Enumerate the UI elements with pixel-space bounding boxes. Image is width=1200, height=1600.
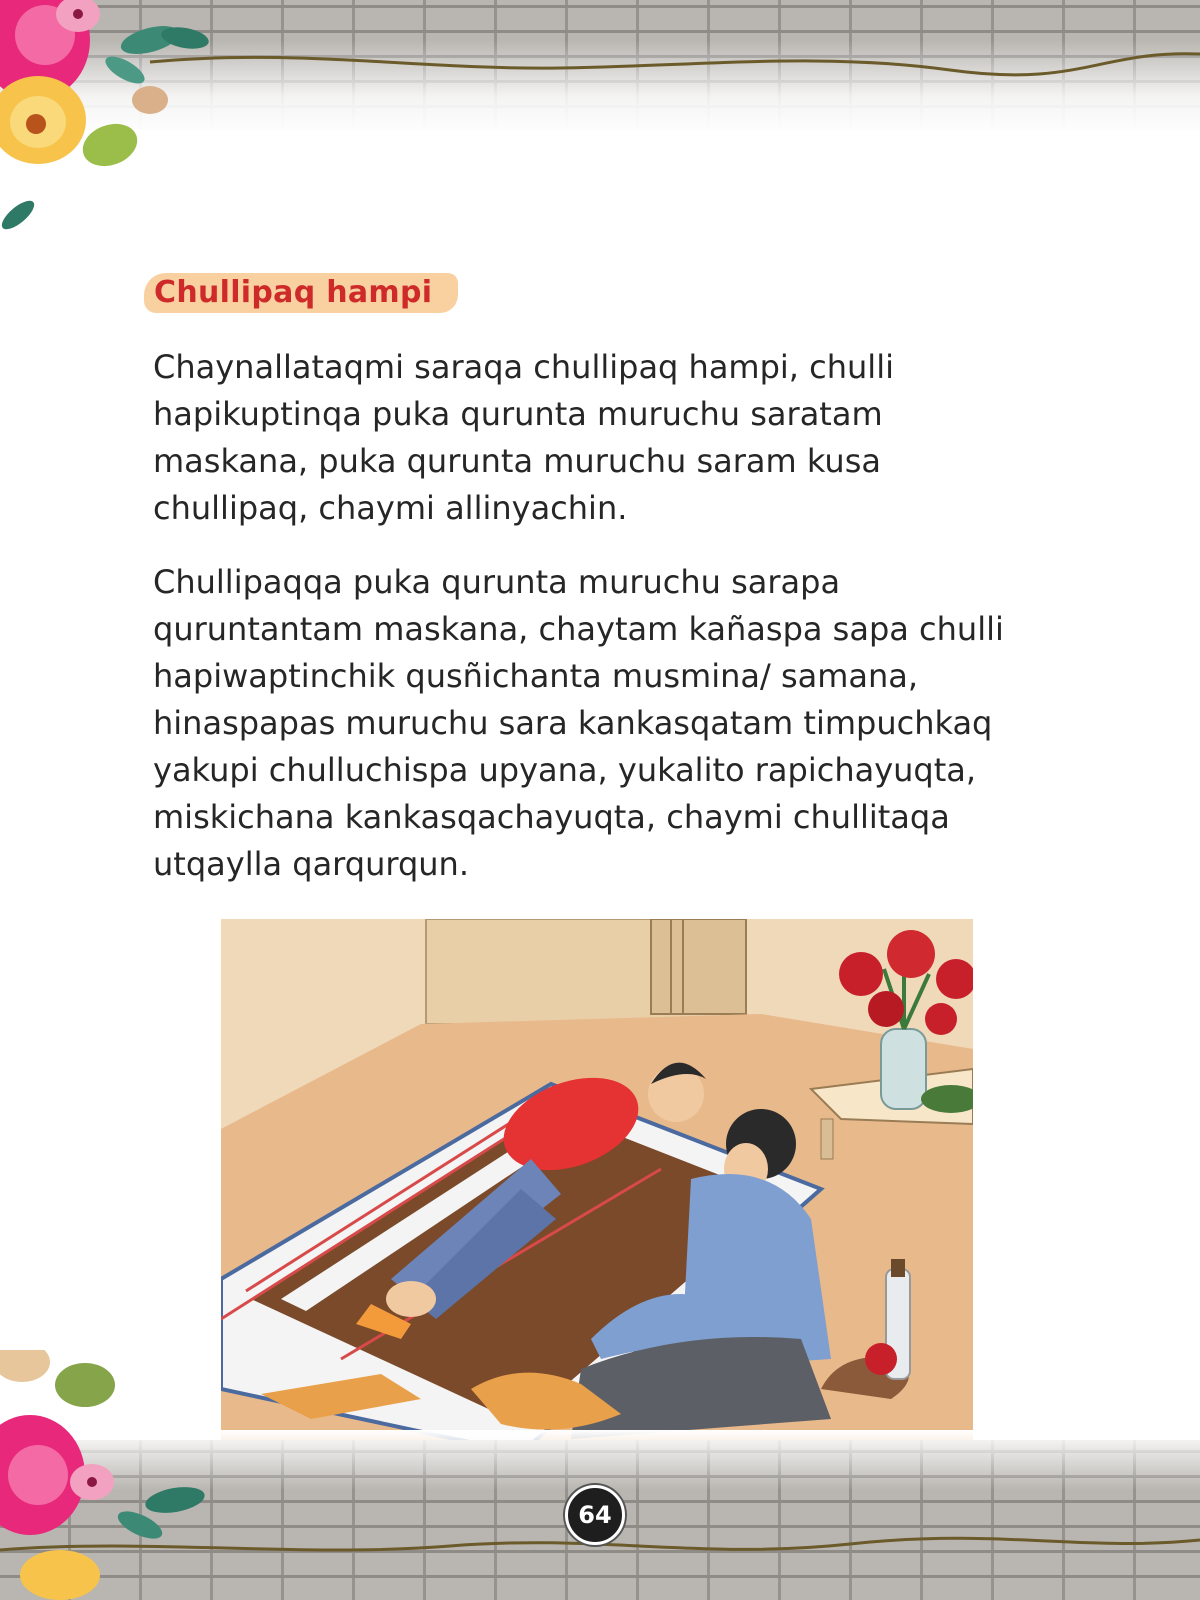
healing-ritual-illustration <box>221 919 973 1453</box>
flowers-top-left-icon <box>0 0 230 250</box>
section-heading-wrap <box>144 271 432 310</box>
paragraph-1: Chaynallataqmi saraqa chullipaq hampi, chulli hapikuptinqa puka qurunta muruchu saratam maskana, puka qurunta muruchu saram kusa chullipaq, chaymi allinyachin. <box>153 348 894 527</box>
section-heading: Chullipaq hampi <box>154 275 433 310</box>
paragraph-2: Chullipaqqa puka qurunta muruchu sarapa quruntantam maskana, chaytam kañaspa sapa chulli hapiwaptinchik qusñichanta musmina/ samana, hinaspapas muruchu sara kankasqatam timpuchkaq yakupi chulluchispa upyana, yukalito rapichayuqta, miskichana kankasqachayuqta, chaymi chullitaqa utqaylla qarqurqun. <box>153 563 1004 883</box>
flowers-bottom-left-icon <box>0 1350 230 1600</box>
page-number: 64 <box>565 1485 625 1545</box>
